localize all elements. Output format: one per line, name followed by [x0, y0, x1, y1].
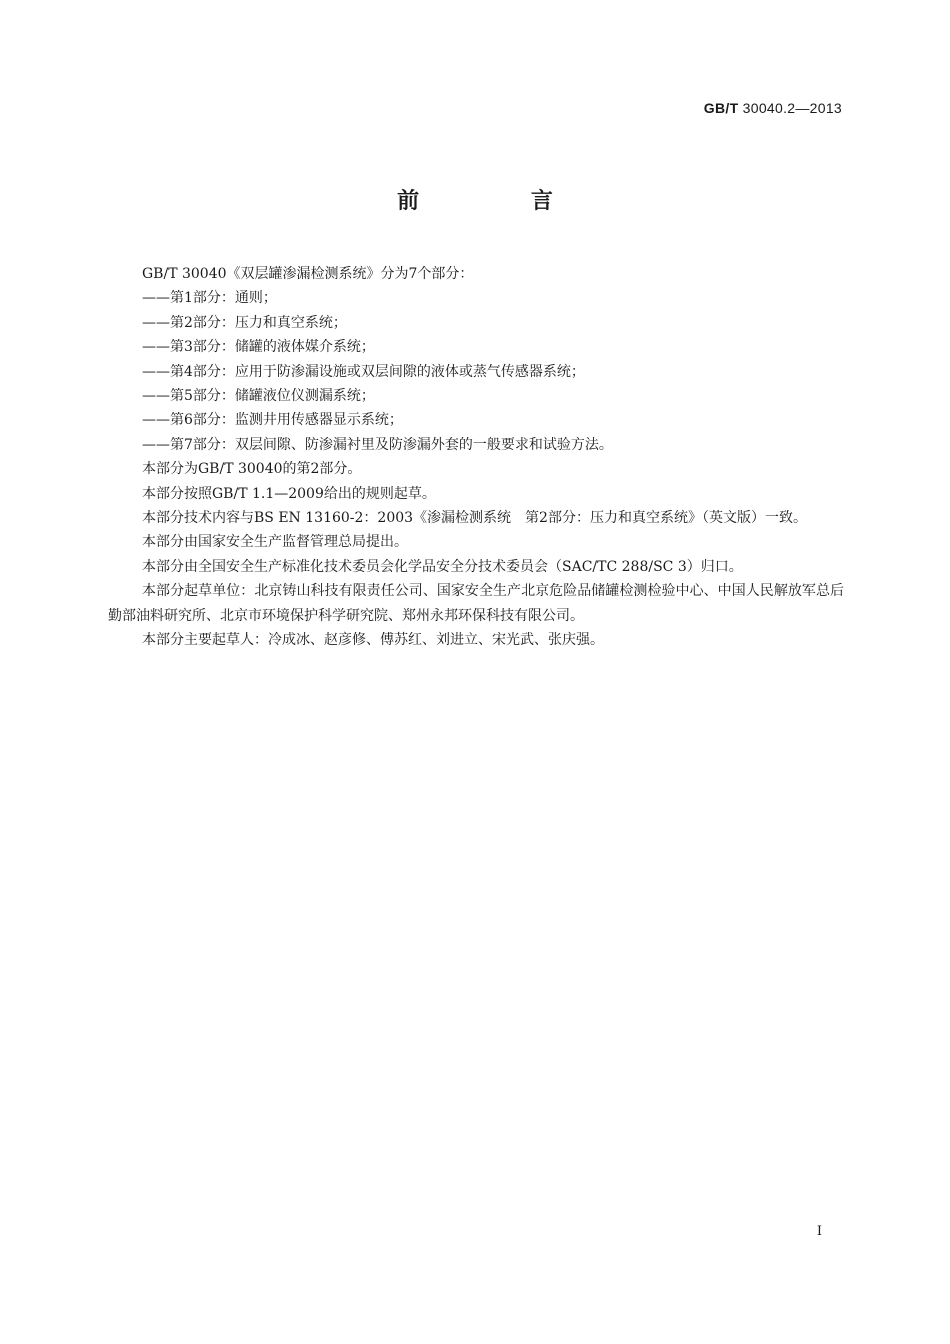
list-item-part-1: ——第1部分：通则；: [142, 290, 277, 307]
list-item-part-3: ——第3部分：储罐的液体媒介系统；: [142, 339, 375, 356]
list-item-part-7: ——第7部分：双层间隙、防渗漏衬里及防渗漏外套的一般要求和试验方法。: [142, 436, 613, 453]
paragraph-this-part: 本部分为GB/T 30040的第2部分。: [142, 461, 362, 478]
page-title: 前 言: [397, 189, 605, 214]
list-item-part-6: ——第6部分：监测井用传感器显示系统；: [142, 412, 403, 429]
page-header: [704, 100, 842, 116]
paragraph-proposed-by: 本部分由国家安全生产监督管理总局提出。: [142, 534, 408, 551]
list-item-part-2: ——第2部分：压力和真空系统；: [142, 314, 347, 331]
paragraph-parts-intro: GB/T 30040《双层罐渗漏检测系统》分为7个部分：: [142, 266, 474, 282]
standard-number: 30040.2—2013: [742, 100, 842, 116]
list-item-part-4: ——第4部分：应用于防渗漏设施或双层间隙的液体或蒸气传感器系统；: [142, 363, 585, 380]
paragraph-main-drafters: 本部分主要起草人：冷成冰、赵彦修、傅苏红、刘进立、宋光武、张庆强。: [142, 632, 604, 649]
foreword-body: [108, 262, 844, 653]
paragraph-under-jurisdiction: 本部分由全国安全生产标准化技术委员会化学品安全分技术委员会（SAC/TC 288/SC 3）归口。: [142, 558, 743, 575]
standard-code: GB/T: [703, 100, 739, 116]
page-number: I: [816, 1224, 822, 1239]
paragraph-drafting-units: 本部分起草单位：北京铸山科技有限责任公司、国家安全生产北京危险品储罐检测检验中心、中国人民解放军总后勤部油料研究所、北京市环境保护科学研究院、郑州永邦环保科技有限公司。: [108, 583, 844, 624]
paragraph-technical-content: 本部分技术内容与BS EN 13160-2：2003《渗漏检测系统 第2部分：压力和真空系统》（英文版）一致。: [142, 510, 807, 527]
paragraph-drafting-rules: 本部分按照GB/T 1.1—2009给出的规则起草。: [142, 485, 436, 502]
list-item-part-5: ——第5部分：储罐液位仪测漏系统；: [142, 388, 375, 405]
